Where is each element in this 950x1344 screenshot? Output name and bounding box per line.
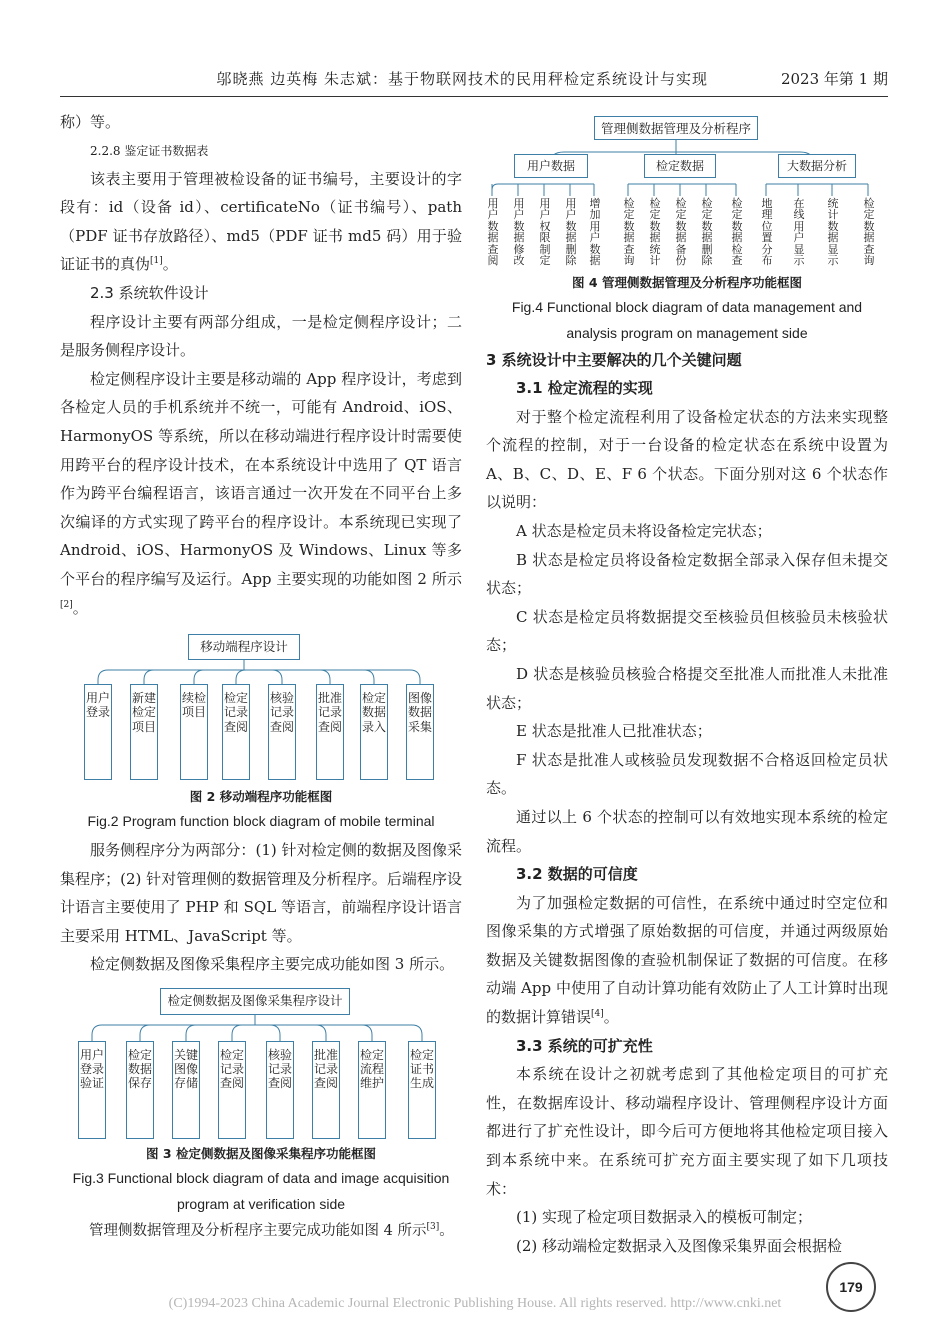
figure-4-group-3-leaf-2: 在线用户显示 (793, 197, 805, 268)
figure-2-leaf-4: 检定记录查阅 (222, 684, 250, 780)
figure-2-leaf-3: 续检项目 (180, 684, 208, 780)
state-d: D 状态是核验员核验合格提交至批准人而批准人未批准状态； (486, 664, 888, 712)
figure-3-connector-5 (255, 1025, 280, 1041)
figure-4-group-1-leaf-1: 用户数据查阅 (487, 197, 499, 268)
paragraph-continuation: 称）等。 (60, 113, 121, 131)
right-column (486, 108, 888, 1260)
state-f: F 状态是批准人或核验员发现数据不合格返回检定员状态。 (486, 750, 888, 798)
figure-3-leaf-5: 核验记录查阅 (266, 1041, 294, 1139)
figure-2-leaf-2: 新建检定项目 (130, 684, 158, 780)
figure-4-group-3-leaf-3: 统计数据显示 (827, 197, 839, 268)
citation-1: [1] (150, 256, 163, 267)
state-e: E 状态是批准人已批准状态； (516, 722, 712, 741)
figure-2-diagram (60, 630, 462, 782)
figure-4-diagram (486, 108, 888, 272)
list-item-1: (1) 实现了检定项目数据录入的模板可制定； (516, 1208, 813, 1227)
figure-4-group-2-leaf-4: 检定数据删除 (701, 197, 713, 268)
figure-3-leaf-2: 检定数据保存 (126, 1041, 154, 1139)
left-column (60, 108, 462, 1246)
section-2-3-heading: 2.3 系统软件设计 (90, 283, 209, 302)
figure-4-group-1-leaf-2: 用户数据修改 (513, 197, 525, 268)
figure-3-connector-7 (255, 1025, 372, 1041)
citation-3: [3] (426, 1222, 440, 1233)
paragraph-fig4-intro: 管理侧数据管理及分析程序主要完成功能如图 4 所示[3]。 (89, 1222, 454, 1240)
figure-3-leaf-7: 检定流程维护 (358, 1041, 386, 1139)
figure-2-leaf-6: 批准记录查阅 (316, 684, 344, 780)
figure-3-connector-6 (255, 1025, 326, 1041)
section-2-2-8-heading: 2.2.8 鉴定证书数据表 (90, 143, 209, 158)
figure-2-connector-1 (98, 670, 244, 684)
figure-3-root-box: 检定侧数据及图像采集程序设计 (160, 988, 350, 1015)
figure-3-leaf-8: 检定证书生成 (408, 1041, 436, 1139)
figure-4-caption-en-line1: Fig.4 Functional block diagram of data management and (511, 299, 863, 315)
figure-2-leaf-1: 用户登录 (84, 684, 112, 780)
running-title: 邬晓燕 边英梅 朱志斌：基于物联网技术的民用秤检定系统设计与实现 (216, 70, 708, 88)
figure-3-connector-1 (92, 1025, 255, 1041)
section-3-1-heading: 3.1 检定流程的实现 (516, 379, 653, 397)
figure-4-group-2-leaf-1: 检定数据查询 (623, 197, 635, 268)
figure-3-connector-4 (232, 1025, 255, 1041)
issue-label: 2023 年第 1 期 (780, 70, 888, 88)
figure-4-group-1-leaf-5: 增加用户数据 (589, 197, 601, 268)
section-3-heading: 3 系统设计中主要解决的几个关键问题 (486, 351, 742, 369)
citation-4: [4] (591, 1009, 604, 1020)
figure-4-group-3-leaf-1: 地理位置分布 (761, 197, 773, 268)
figure-3-caption-en-line2: program at verification side (176, 1196, 346, 1213)
figure-2-root-box: 移动端程序设计 (188, 634, 300, 660)
section-3-3-heading: 3.3 系统的可扩充性 (516, 1036, 653, 1055)
figure-2-connector-6 (244, 670, 330, 684)
figure-3-leaf-3: 关键图像存储 (172, 1041, 200, 1139)
figure-4-root-box: 管理侧数据管理及分析程序 (594, 116, 758, 140)
figure-4-group-3-leaf-4: 检定数据查询 (863, 197, 875, 268)
figure-4-group-user-data: 用户数据 (514, 154, 588, 178)
citation-2: [2] (60, 599, 73, 610)
figure-2-caption-en: Fig.2 Program function block diagram of mobile terminal (87, 813, 435, 830)
figure-2-connector-7 (244, 670, 374, 684)
figure-3-leaf-6: 批准记录查阅 (312, 1041, 340, 1139)
figure-2-leaf-7: 检定数据录入 (360, 684, 388, 780)
header-rule (60, 96, 888, 97)
running-header (60, 66, 888, 94)
figure-4-group-1-leaf-3: 用户权限制定 (539, 197, 551, 268)
figure-4-group-1-leaf-4: 用户数据删除 (565, 197, 577, 268)
figure-4-group-verification-data: 检定数据 (644, 154, 716, 178)
list-item-2: (2) 移动端检定数据录入及图像采集界面会根据检 (516, 1236, 843, 1255)
paragraph-mobile: 检定侧程序设计主要是移动端的 App 程序设计，考虑到各检定人员的手机系统并不统一，可能有 Android、iOS、HarmonyOS 等系统，所以在移动端进行程序设计时需要使用跨平台的程序设计技术，在本系统设计中选用了 QT 语言作为跨平台编程语言，该语言通过一次开发在不同平台上多次编译的方式实现了跨平台的程序设计。本系统现已实现了 Android、iOS、HarmonyOS 及 Windows、Linux 等多个平台的程序编写及运行。App 主要实现的功能如图 2 所示[2]。 (60, 369, 462, 617)
state-a: A 状态是检定员未将设备检定完状态； (516, 521, 772, 540)
figure-2-connector-4 (236, 670, 246, 684)
figure-3-caption-en-line1: Fig.3 Functional block diagram of data and image acquisition (72, 1170, 450, 1187)
figure-4-group-2-leaf-5: 检定数据检查 (731, 197, 743, 268)
figure-2-connector-8 (244, 670, 420, 684)
figure-4-caption: 图 4 管理侧数据管理及分析程序功能框图 (572, 275, 802, 290)
figure-3-connector-3 (186, 1025, 255, 1041)
state-c: C 状态是检定员将数据提交至核验员但核验员未核验状态； (486, 607, 888, 655)
state-b: B 状态是检定员将设备检定数据全部录入保存但未提交状态； (486, 550, 888, 598)
figure-4-group-2-leaf-2: 检定数据统计 (649, 197, 661, 268)
figure-3-diagram (60, 983, 462, 1143)
figure-2-leaf-8: 图像数据采集 (406, 684, 434, 780)
figure-2-connector-5 (244, 670, 282, 684)
copyright-footer: (C)1994-2023 China Academic Journal Electronic Publishing House. All rights reserved. http://www.cnki.net (168, 1296, 782, 1311)
figure-4-group-2-leaf-3: 检定数据备份 (675, 197, 687, 268)
page-number-badge: 179 (826, 1262, 876, 1312)
paragraph-fig3-intro: 检定侧数据及图像采集程序主要完成功能如图 3 所示。 (90, 955, 455, 974)
paragraph-3-2: 为了加强检定数据的可信性，在系统中通过时空定位和图像采集的方式增强了原始数据的可信度，并通过两级原始数据及关键数据图像的查验机制保证了数据的可信度。在移动端 App 中使用了自动计算功能有效防止了人工计算时出现的数据计算错误[4]。 (486, 893, 888, 1027)
section-3-2-heading: 3.2 数据的可信度 (516, 865, 638, 884)
figure-3-caption: 图 3 检定侧数据及图像采集程序功能框图 (146, 1146, 376, 1162)
paragraph-3-1: 对于整个检定流程利用了设备检定状态的方法来实现整个流程的控制，对于一台设备的检定状态在系统中设置为 A、B、C、D、E、F 6 个状态。下面分别对这 6 个状态作以说明： (486, 407, 888, 512)
paragraph-3-1-end: 通过以上 6 个状态的控制可以有效地实现本系统的检定流程。 (486, 807, 888, 855)
figure-2-leaf-5: 核验记录查阅 (268, 684, 296, 780)
paragraph-design: 程序设计主要有两部分组成，一是检定侧程序设计；二是服务侧程序设计。 (60, 312, 462, 360)
figure-4-group-big-data: 大数据分析 (778, 154, 856, 178)
paragraph-3-3: 本系统在设计之初就考虑到了其他检定项目的可扩充性，在数据库设计、移动端程序设计、管理侧程序设计方面都进行了扩充性设计，即今后可方便地将其他检定项目接入到本系统中来。在系统可扩充方面主要实现了如下几项技术： (486, 1065, 888, 1198)
figure-4-caption-en-line2: analysis program on management side (566, 325, 808, 341)
figure-2-caption: 图 2 移动端程序功能框图 (189, 789, 333, 805)
paragraph-server: 服务侧程序分为两部分：(1) 针对检定侧的数据及图像采集程序；(2) 针对管理侧的数据管理及分析程序。后端程序设计语言主要使用了 PHP 和 SQL 等语言，前端程序设计语言主要采用 HTML、JavaScript 等。 (60, 841, 462, 945)
paragraph-cert-table: 该表主要用于管理被检设备的证书编号，主要设计的字段有：id（设备 id）、certificateNo（证书编号）、path（PDF 证书存放路径）、md5（PDF 证书 md5 码）用于验证证书的真伪[1]。 (60, 169, 462, 274)
figure-3-leaf-4: 检定记录查阅 (218, 1041, 246, 1139)
figure-3-connector-2 (140, 1025, 255, 1041)
figure-3-leaf-1: 用户登录验证 (78, 1041, 106, 1139)
